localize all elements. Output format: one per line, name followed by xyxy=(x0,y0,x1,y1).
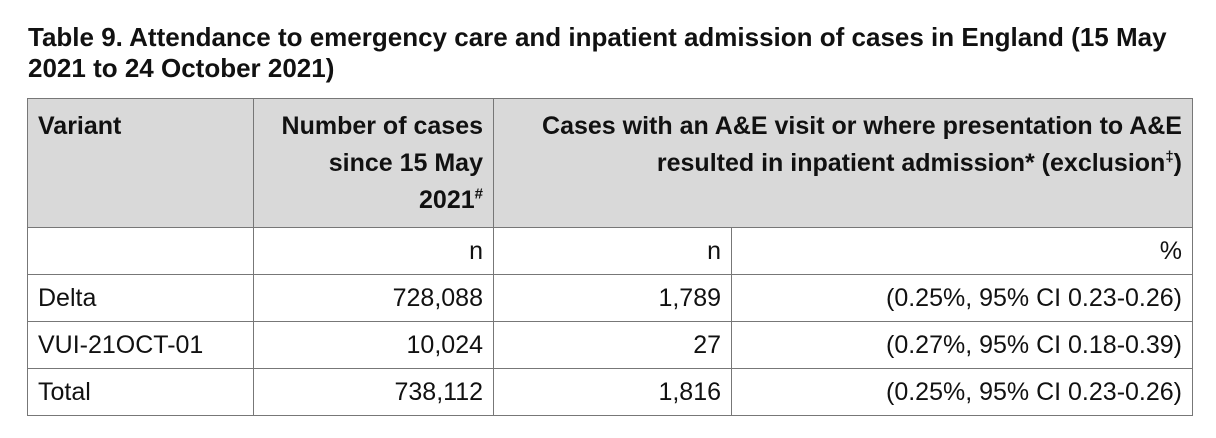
variant-header-label: Variant xyxy=(38,112,122,140)
attendance-table xyxy=(27,98,1193,416)
header-row xyxy=(28,99,1193,228)
table-row xyxy=(28,322,1193,369)
table-title: Table 9. Attendance to emergency care and inpatient admission of cases in England (15 May 2021 to 24 October 2021) xyxy=(28,22,1167,83)
ae-header-close: ) xyxy=(1173,149,1182,177)
ae-n-cell: 27 xyxy=(494,322,732,369)
variant-cell: Total xyxy=(28,369,254,416)
subheader-row xyxy=(28,228,1193,275)
ae-header-label: Cases with an A&E visit or where presentation to A&E resulted in inpatient admission* (exclusion xyxy=(542,112,1182,177)
variant-header xyxy=(28,99,254,228)
ae-pct-cell: (0.25%, 95% CI 0.23-0.26) xyxy=(732,275,1193,322)
subheader-cell-ae-pct: % xyxy=(732,228,1193,275)
ae-n-cell: 1,816 xyxy=(494,369,732,416)
cases-header xyxy=(254,99,494,228)
subheader-cell-cases-n: n xyxy=(254,228,494,275)
cases-header-footnote-mark: # xyxy=(474,185,483,203)
ae-header-footnote-mark: ‡ xyxy=(1165,148,1174,166)
cases-cell: 10,024 xyxy=(254,322,494,369)
ae-n-cell: 1,789 xyxy=(494,275,732,322)
table-row xyxy=(28,369,1193,416)
ae-pct-cell: (0.25%, 95% CI 0.23-0.26) xyxy=(732,369,1193,416)
variant-cell: VUI-21OCT-01 xyxy=(28,322,254,369)
cases-cell: 728,088 xyxy=(254,275,494,322)
subheader-cell-variant xyxy=(28,228,254,275)
subheader-cell-ae-n: n xyxy=(494,228,732,275)
cases-cell: 738,112 xyxy=(254,369,494,416)
ae-pct-cell: (0.27%, 95% CI 0.18-0.39) xyxy=(732,322,1193,369)
cases-header-label: Number of cases since 15 May 2021 xyxy=(281,112,483,214)
ae-header xyxy=(494,99,1193,228)
table-row xyxy=(28,275,1193,322)
variant-cell: Delta xyxy=(28,275,254,322)
